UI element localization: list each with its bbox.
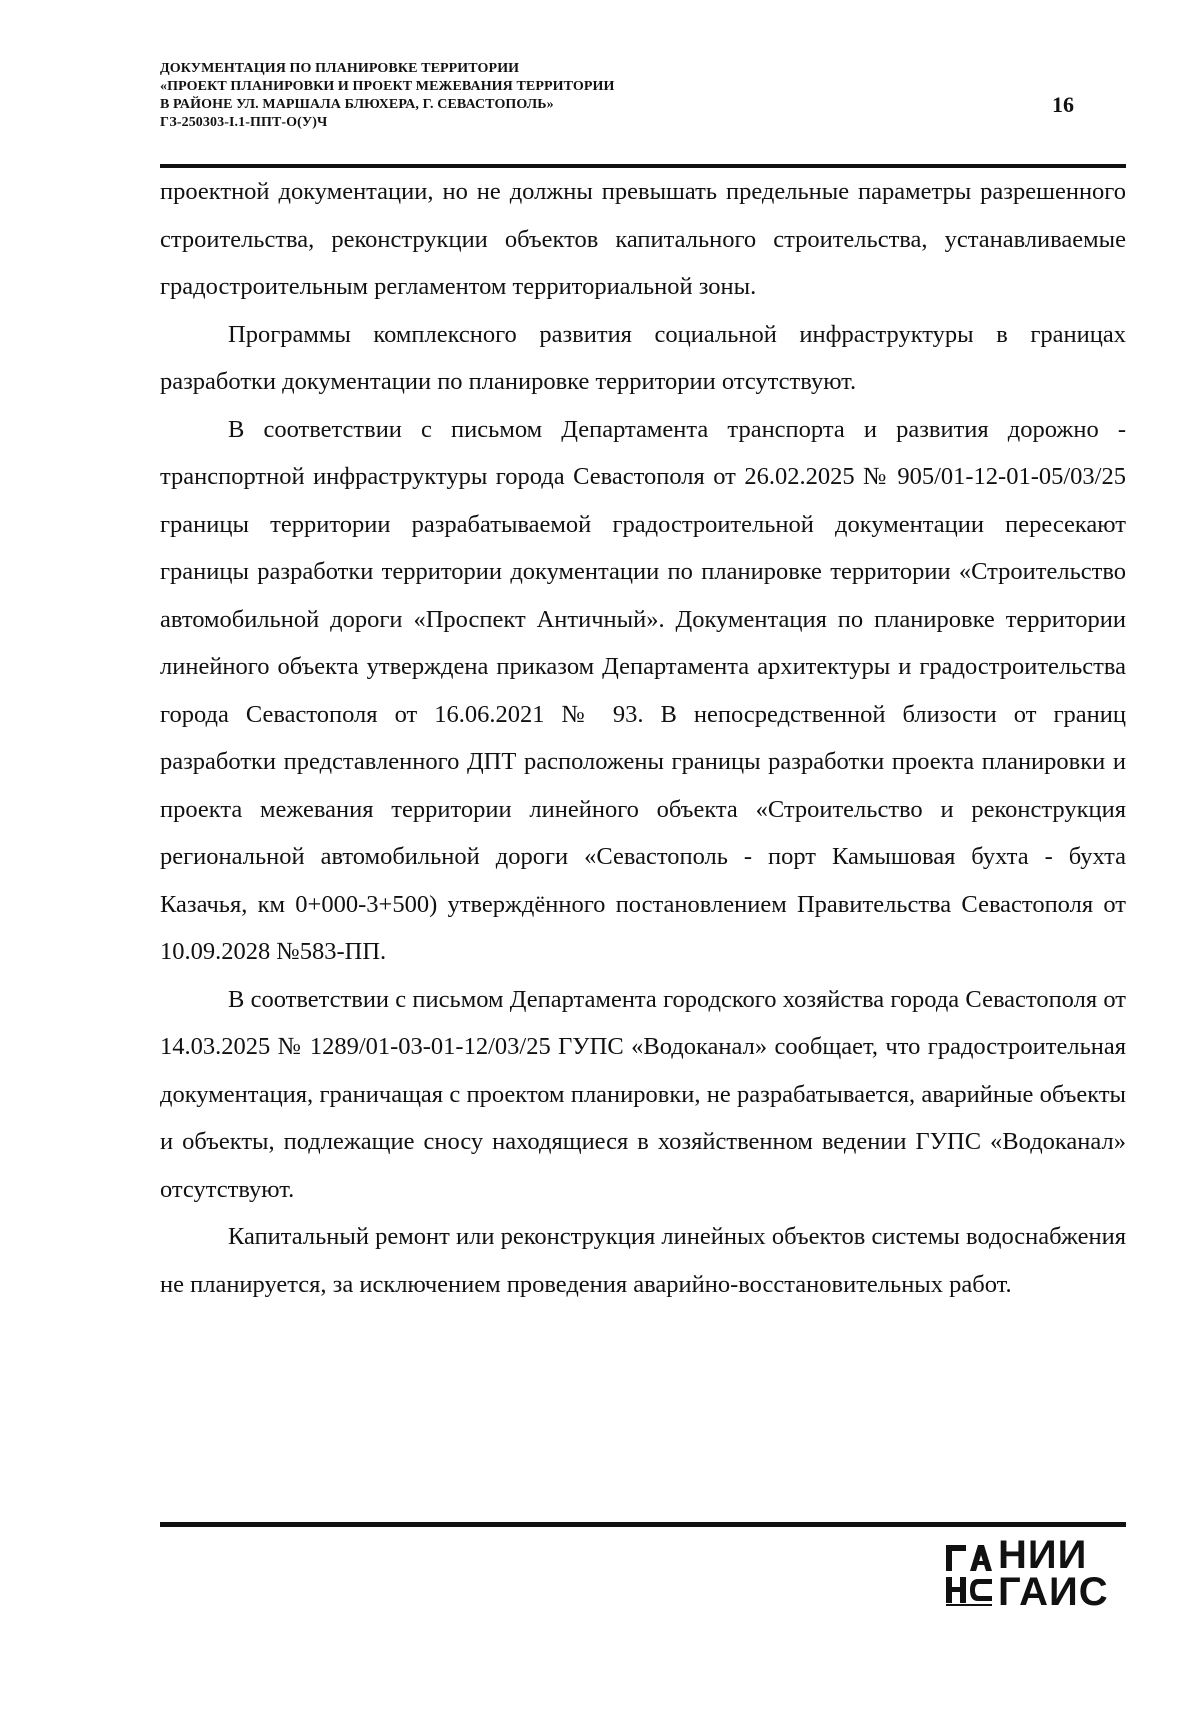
page-number: 16 [1052,92,1074,117]
logo-line-1: НИИ [998,1533,1088,1577]
footer-divider [160,1522,1126,1527]
nii-gais-logo [944,1533,1124,1617]
logo-line-2: ГАИС [998,1570,1109,1614]
paragraph-2: Программы комплексного развития социальной инфраструктуры в границах разработки документации по планировке территории отсутствуют. [160,320,1126,395]
header-line-3: В РАЙОНЕ УЛ. МАРШАЛА БЛЮХЕРА, Г. СЕВАСТОПОЛЬ» [160,97,554,112]
header-line-2: «ПРОЕКТ ПЛАНИРОВКИ И ПРОЕКТ МЕЖЕВАНИЯ ТЕРРИТОРИИ [160,79,615,94]
paragraph-4: В соответствии с письмом Департамента городского хозяйства города Севастополя от 14.03.2025 № 1289/01-03-01-12/03/25 ГУПС «Водоканал» сообщает, что градостроительная документация, граничащая с проектом планировки, не разрабатывается, аварийные объекты и объекты, подлежащие сносу находящиеся в хозяйственном ведении ГУПС «Водоканал» отсутствуют. [160,985,1126,1203]
document-body [160,168,1126,1308]
paragraph-3: В соответствии с письмом Департамента транспорта и развития дорожно - транспортной инфраструктуры города Севастополя от 26.02.2025 № 905/01-12-01-05/03/25 границы территории разрабатываемой градостроительной документации пересекают границы разработки территории документации по планировке территории «Строительство автомобильной дороги «Проспект Античный». Документация по планировке территории линейного объекта утверждена приказом Департамента архитектуры и градостроительства города Севастополя от 16.06.2021 № 93. В непосредственной близости от границ разработки представленного ДПТ расположены границы разработки проекта планировки и проекта межевания территории линейного объекта «Строительство и реконструкция региональной автомобильной дороги «Севастополь - порт Камышовая бухта - бухта Казачья, км 0+000-3+500) утверждённого постановлением Правительства Севастополя от 10.09.2028 №583-ПП. [160,415,1126,965]
document-header [160,60,860,132]
paragraph-1: проектной документации, но не должны превышать предельные параметры разрешенного строительства, реконструкции объектов капитального строительства, устанавливаемые градостроительным регламентом территориальной зоны. [160,178,1126,300]
header-line-4: ГЗ-250303-I.1-ППТ-О(У)Ч [160,115,328,130]
logo-mark-icon [944,1541,996,1607]
header-line-1: ДОКУМЕНТАЦИЯ ПО ПЛАНИРОВКЕ ТЕРРИТОРИИ [160,61,520,76]
logo-wordmark [998,1533,1109,1614]
paragraph-5: Капитальный ремонт или реконструкция линейных объектов системы водоснабжения не планируется, за исключением проведения аварийно-восстановительных работ. [160,1223,1126,1298]
